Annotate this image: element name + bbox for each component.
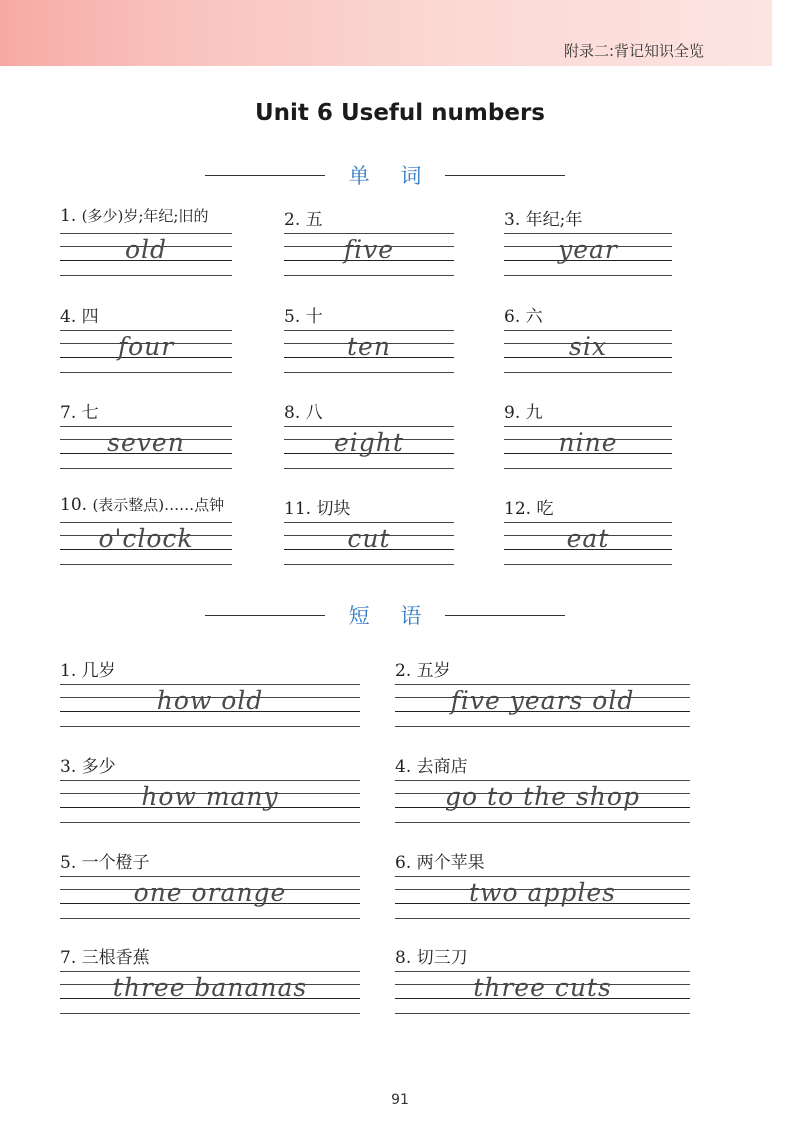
section-heading-label: 短 语 bbox=[348, 604, 434, 628]
word-prompt: 10. (表示整点)……点钟 bbox=[60, 495, 225, 515]
header-banner-text: 附录二:背记知识全览 bbox=[563, 42, 704, 60]
writing-lines bbox=[504, 522, 672, 566]
phrase-prompt: 2. 五岁 bbox=[395, 661, 451, 681]
word-prompt: 4. 四 bbox=[60, 307, 99, 327]
word-prompt: 12. 吃 bbox=[504, 499, 554, 519]
word-prompt: 6. 六 bbox=[504, 307, 543, 327]
word-prompt: 3. 年纪;年 bbox=[504, 210, 583, 230]
writing-lines bbox=[504, 426, 672, 470]
section-heading-words bbox=[205, 160, 565, 190]
writing-lines bbox=[60, 971, 360, 1015]
word-answer: eight bbox=[334, 428, 404, 457]
word-prompt: 5. 十 bbox=[284, 307, 323, 327]
phrase-prompt: 5. 一个橙子 bbox=[60, 853, 150, 873]
phrase-answer: three bananas bbox=[112, 973, 308, 1002]
writing-lines bbox=[60, 426, 232, 470]
writing-lines bbox=[284, 233, 454, 277]
phrase-answer: five years old bbox=[450, 686, 635, 715]
word-answer: year bbox=[558, 235, 618, 264]
phrase-answer: one orange bbox=[133, 878, 287, 907]
word-answer: four bbox=[117, 332, 175, 361]
phrase-answer: how many bbox=[141, 782, 279, 811]
writing-lines bbox=[395, 780, 690, 824]
writing-lines bbox=[60, 780, 360, 824]
writing-lines bbox=[284, 426, 454, 470]
heading-rule-left bbox=[205, 615, 325, 616]
phrase-prompt: 8. 切三刀 bbox=[395, 948, 468, 968]
page-number: 91 bbox=[391, 1092, 409, 1108]
word-answer: cut bbox=[347, 524, 391, 553]
writing-lines bbox=[60, 233, 232, 277]
word-prompt: 1. (多少)岁;年纪;旧的 bbox=[60, 206, 209, 226]
section-heading-phrases bbox=[205, 600, 565, 630]
section-heading-label: 单 词 bbox=[348, 164, 434, 188]
phrase-answer: three cuts bbox=[473, 973, 612, 1002]
writing-lines bbox=[395, 971, 690, 1015]
phrase-answer: two apples bbox=[469, 878, 616, 907]
heading-rule-left bbox=[205, 175, 325, 176]
word-prompt: 11. 切块 bbox=[284, 499, 351, 519]
word-prompt: 2. 五 bbox=[284, 210, 323, 230]
writing-lines bbox=[395, 684, 690, 728]
phrase-prompt: 6. 两个苹果 bbox=[395, 853, 485, 873]
phrase-prompt: 1. 几岁 bbox=[60, 661, 116, 681]
writing-lines bbox=[395, 876, 690, 920]
phrase-answer: go to the shop bbox=[445, 782, 640, 811]
writing-lines bbox=[504, 330, 672, 374]
word-prompt: 8. 八 bbox=[284, 403, 323, 423]
writing-lines bbox=[284, 522, 454, 566]
phrase-answer: how old bbox=[156, 686, 264, 715]
writing-lines bbox=[60, 876, 360, 920]
word-answer: seven bbox=[107, 428, 185, 457]
word-answer: six bbox=[569, 332, 607, 361]
phrase-prompt: 4. 去商店 bbox=[395, 757, 468, 777]
writing-lines bbox=[504, 233, 672, 277]
phrase-prompt: 7. 三根香蕉 bbox=[60, 948, 150, 968]
word-prompt: 7. 七 bbox=[60, 403, 99, 423]
heading-rule-right bbox=[445, 175, 565, 176]
word-answer: ten bbox=[347, 332, 391, 361]
writing-lines bbox=[60, 684, 360, 728]
word-answer: five bbox=[343, 235, 395, 264]
writing-lines bbox=[60, 522, 232, 566]
word-answer: old bbox=[124, 235, 168, 264]
writing-lines bbox=[284, 330, 454, 374]
heading-rule-right bbox=[445, 615, 565, 616]
phrase-prompt: 3. 多少 bbox=[60, 757, 116, 777]
word-answer: eat bbox=[566, 524, 610, 553]
page-title: Unit 6 Useful numbers bbox=[255, 100, 545, 126]
word-answer: nine bbox=[558, 428, 618, 457]
word-answer: o'clock bbox=[98, 524, 194, 553]
word-prompt: 9. 九 bbox=[504, 403, 543, 423]
writing-lines bbox=[60, 330, 232, 374]
